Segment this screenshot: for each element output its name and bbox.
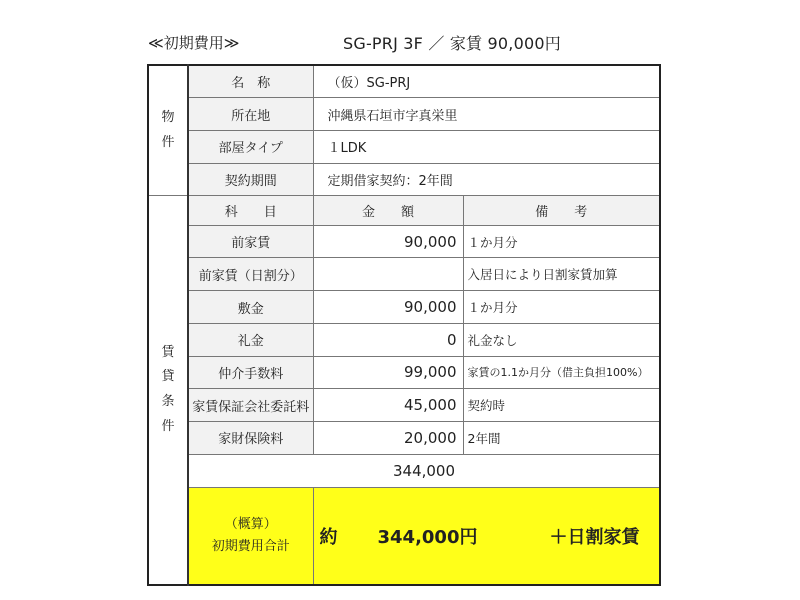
- terms-category-char: 件: [161, 418, 175, 434]
- table-row: [148, 323, 660, 356]
- total-row: [148, 454, 660, 488]
- item-amount: 90,000: [313, 225, 463, 258]
- property-category-char: 件: [161, 134, 175, 150]
- table-row: [148, 421, 660, 454]
- table-row: [148, 225, 660, 258]
- total-amount: 344,000: [188, 454, 660, 488]
- section-title: ≪初期費用≫: [148, 34, 240, 52]
- property-label-name: 名 称: [188, 65, 313, 98]
- property-label-contract-period: 契約期間: [188, 163, 313, 196]
- item-amount: 90,000: [313, 291, 463, 324]
- table-row: [148, 389, 660, 422]
- summary-prefix: 約: [319, 527, 338, 549]
- item-note: １か月分: [463, 291, 660, 324]
- item-label: 礼金: [188, 323, 313, 356]
- item-amount: [313, 258, 463, 291]
- item-note: 礼金なし: [463, 323, 660, 356]
- terms-category-char: 賃: [161, 344, 175, 360]
- item-label: 前家賃: [188, 225, 313, 258]
- property-label-address: 所在地: [188, 98, 313, 131]
- table-row: [148, 291, 660, 324]
- item-label: 前家賃（日割分）: [188, 258, 313, 291]
- property-category: [148, 65, 188, 196]
- terms-category-char: 条: [161, 394, 175, 410]
- item-label: 敷金: [188, 291, 313, 324]
- column-header-amount: 金 額: [313, 196, 463, 226]
- summary-label-line1: （概算）: [224, 517, 277, 533]
- initial-cost-table: [147, 64, 661, 586]
- terms-category-char: 貸: [161, 369, 175, 385]
- property-value-name: （仮）SG-PRJ: [313, 65, 660, 98]
- table-row: [148, 356, 660, 389]
- terms-category: [148, 196, 188, 585]
- item-note: １か月分: [463, 225, 660, 258]
- item-note: 2年間: [463, 421, 660, 454]
- property-value-room-type: １LDK: [313, 130, 660, 163]
- property-label-room-type: 部屋タイプ: [188, 130, 313, 163]
- summary-amount: 344,000円: [377, 527, 478, 549]
- column-header-item: 科 目: [188, 196, 313, 226]
- property-rent-heading: SG-PRJ 3F ／ 家賃 90,000円: [343, 34, 561, 53]
- property-value-address: 沖縄県石垣市字真栄里: [313, 98, 660, 131]
- summary-row: [148, 488, 660, 585]
- summary-label: [188, 488, 313, 585]
- item-note: 家賃の1.1か月分（借主負担100%）: [463, 356, 660, 389]
- property-value-contract-period: 定期借家契約：2年間: [313, 163, 660, 196]
- summary-label-line2: 初期費用合計: [211, 539, 290, 555]
- item-amount: 99,000: [313, 356, 463, 389]
- item-amount: 20,000: [313, 421, 463, 454]
- column-header-note: 備 考: [463, 196, 660, 226]
- table-row: [148, 258, 660, 291]
- item-amount: 0: [313, 323, 463, 356]
- item-label: 仲介手数料: [188, 356, 313, 389]
- item-label: 家財保険料: [188, 421, 313, 454]
- summary-suffix: ＋日割家賃: [549, 527, 640, 549]
- item-amount: 45,000: [313, 389, 463, 422]
- item-note: 入居日により日割家賃加算: [463, 258, 660, 291]
- summary-value: [313, 488, 660, 585]
- item-note: 契約時: [463, 389, 660, 422]
- item-label: 家賃保証会社委託料: [188, 389, 313, 422]
- property-category-char: 物: [161, 109, 175, 125]
